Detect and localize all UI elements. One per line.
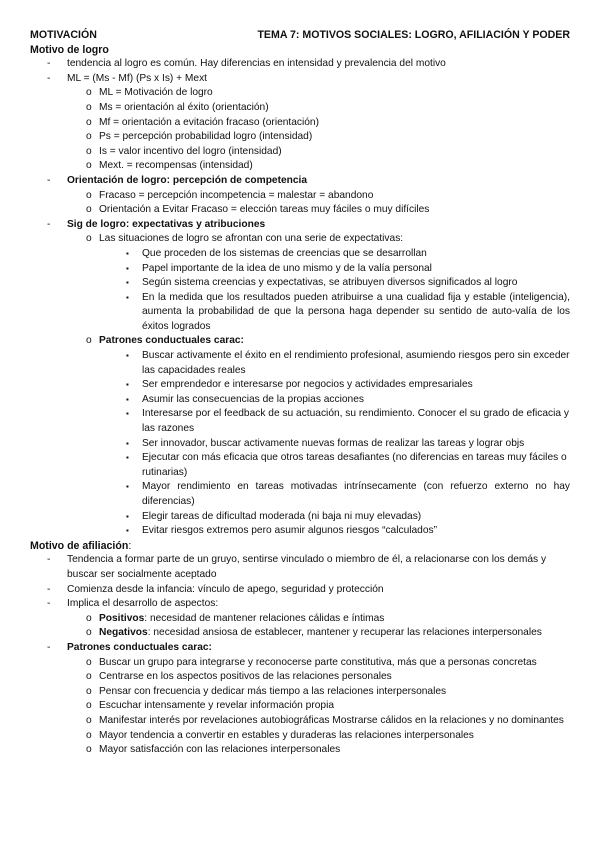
list-item xyxy=(30,510,570,525)
list-item xyxy=(30,685,570,700)
circle-bullet: o xyxy=(86,189,92,201)
list-text: Las situaciones de logro se afrontan con una serie de expectativas: xyxy=(99,233,404,245)
dash-bullet: - xyxy=(47,174,51,186)
header-subject: MOTIVACIÓN xyxy=(30,29,97,41)
list-item xyxy=(30,232,570,247)
list-text: En la medida que los resultados pueden atribuirse a una cualidad fija y estable (inteligencia), aumenta la probabilidad de que la persona haga depender su sentido de auto-valía de los éxitos logrados xyxy=(142,291,570,332)
list-item xyxy=(30,247,570,262)
list-item xyxy=(30,626,570,641)
list-item xyxy=(30,524,570,539)
list-item xyxy=(30,159,570,174)
dash-bullet: - xyxy=(47,554,51,566)
list-text: Orientación a Evitar Fracaso = elección tareas muy fáciles o muy difíciles xyxy=(99,204,430,216)
square-bullet: ▪ xyxy=(126,394,129,404)
square-bullet: ▪ xyxy=(126,526,129,536)
list-text: Escuchar intensamente y revelar información propia xyxy=(99,700,334,712)
list-text: Que proceden de los sistemas de creencias que se desarrollan xyxy=(142,247,427,259)
circle-bullet: o xyxy=(86,744,92,756)
square-bullet: ▪ xyxy=(126,263,129,273)
list-text: Según sistema creencias y expectativas, se atribuyen diversos significados al logro xyxy=(142,277,518,289)
list-text: Ps = percepción probabilidad logro (intensidad) xyxy=(99,131,313,143)
list-text: Mext. = recompensas (intensidad) xyxy=(99,160,253,172)
list-item xyxy=(30,262,570,277)
list-text: Mf = orientación a evitación fracaso (orientación) xyxy=(99,116,319,128)
section-logro-title: Motivo de logro xyxy=(30,43,109,56)
circle-bullet: o xyxy=(86,116,92,128)
section-afiliacion-title xyxy=(30,539,570,554)
dash-bullet: - xyxy=(47,58,51,70)
circle-bullet: o xyxy=(86,101,92,113)
dash-bullet: - xyxy=(47,641,51,653)
list-text: Evitar riesgos extremos pero asumir algunos riesgos “calculados” xyxy=(142,525,437,537)
list-text: Buscar un grupo para integrarse y reconocerse parte constitutiva, más que a personas concretas xyxy=(99,656,537,668)
list-text: Ejecutar con más eficacia que otros tareas desafiantes (no diferencias en tareas muy fáciles o rutinarias) xyxy=(142,452,567,478)
list-item xyxy=(30,57,570,72)
list-item xyxy=(30,729,570,744)
list-item xyxy=(30,407,570,436)
list-item xyxy=(30,349,570,378)
list-item xyxy=(30,378,570,393)
list-item xyxy=(30,597,570,612)
square-bullet: ▪ xyxy=(126,248,129,258)
square-bullet: ▪ xyxy=(126,438,129,448)
circle-bullet: o xyxy=(86,87,92,99)
list-text: Mayor rendimiento en tareas motivadas intrínsecamente (con refuerzo externo no hay diferencias) xyxy=(142,481,570,507)
list-item xyxy=(30,218,570,233)
list-text: Ms = orientación al éxito (orientación) xyxy=(99,101,269,113)
list-text: Interesarse por el feedback de su actuación, su rendimiento. Conocer el su grado de eficacia y las razones xyxy=(142,408,569,435)
list-text: Ser innovador, buscar activamente nuevas formas de realizar las tareas y lograr objs xyxy=(142,437,525,449)
list-item xyxy=(30,130,570,145)
dash-bullet: - xyxy=(47,583,51,595)
square-bullet: ▪ xyxy=(126,453,129,463)
list-item xyxy=(30,101,570,116)
list-item xyxy=(30,670,570,685)
list-text: Implica el desarrollo de aspectos: xyxy=(67,598,219,610)
square-bullet: ▪ xyxy=(126,351,129,361)
list-text: tendencia al logro es común. Hay diferencias en intensidad y prevalencia del motivo xyxy=(67,58,446,70)
subheading: Patrones conductuales carac: xyxy=(67,641,212,653)
formula-text: ML = (Ms - Mf) (Ps x Is) + Mext xyxy=(67,72,207,84)
dash-bullet: - xyxy=(47,218,51,230)
list-item xyxy=(30,612,570,627)
list-item xyxy=(30,743,570,758)
list-text: Asumir las consecuencias de la propias acciones xyxy=(142,393,364,405)
list-text: Elegir tareas de dificultad moderada (ni baja ni muy elevadas) xyxy=(142,510,422,522)
circle-bullet: o xyxy=(86,233,92,245)
list-item xyxy=(30,116,570,131)
circle-bullet: o xyxy=(86,714,92,726)
list-text: Fracaso = percepción incompetencia = malestar = abandono xyxy=(99,189,374,201)
circle-bullet: o xyxy=(86,671,92,683)
circle-bullet: o xyxy=(86,627,92,639)
page-header xyxy=(30,28,570,43)
circle-bullet: o xyxy=(86,700,92,712)
list-text: : necesidad ansiosa de establecer, mantener y recuperar las relaciones interpersonales xyxy=(147,627,542,639)
list-text: Mayor satisfacción con las relaciones interpersonales xyxy=(99,744,341,756)
list-text: Buscar activamente el éxito en el rendimiento profesional, asumiendo riesgos pero sin exceder las capacidades reales xyxy=(142,350,570,376)
aspect-label: Negativos xyxy=(99,627,148,639)
square-bullet: ▪ xyxy=(126,278,129,288)
list-item xyxy=(30,393,570,408)
square-bullet: ▪ xyxy=(126,511,129,521)
circle-bullet: o xyxy=(86,160,92,172)
circle-bullet: o xyxy=(86,729,92,741)
list-text: : necesidad de mantener relaciones cálidas e íntimas xyxy=(144,612,385,624)
square-bullet: ▪ xyxy=(126,409,129,419)
list-item xyxy=(30,480,570,509)
circle-bullet: o xyxy=(86,131,92,143)
list-text: Is = valor incentivo del logro (intensidad) xyxy=(99,145,282,157)
section-title-text: Motivo de afiliación xyxy=(30,539,129,552)
section-title-suffix: : xyxy=(128,539,132,552)
list-text: Ser emprendedor e interesarse por negocios y actividades empresariales xyxy=(142,379,473,391)
list-text: Pensar con frecuencia y dedicar más tiempo a las relaciones interpersonales xyxy=(99,685,447,697)
list-item xyxy=(30,583,570,598)
subheading: Orientación de logro: percepción de competencia xyxy=(67,174,308,186)
circle-bullet: o xyxy=(86,145,92,157)
circle-bullet: o xyxy=(86,335,92,347)
square-bullet: ▪ xyxy=(126,292,129,302)
list-item xyxy=(30,553,570,582)
list-item xyxy=(30,72,570,87)
header-topic: TEMA 7: MOTIVOS SOCIALES: LOGRO, AFILIACIÓN Y PODER xyxy=(257,29,570,41)
list-item xyxy=(30,451,570,480)
dash-bullet: - xyxy=(47,72,51,84)
list-item xyxy=(30,203,570,218)
circle-bullet: o xyxy=(86,204,92,216)
list-item xyxy=(30,656,570,671)
list-item xyxy=(30,714,570,729)
circle-bullet: o xyxy=(86,612,92,624)
list-item xyxy=(30,86,570,101)
list-item xyxy=(30,291,570,335)
list-item xyxy=(30,641,570,656)
list-item xyxy=(30,334,570,349)
list-item xyxy=(30,189,570,204)
aspect-label: Positivos xyxy=(99,612,145,624)
list-text: Manifestar interés por revelaciones autobiográficas Mostrarse cálidos en la relaciones y no dominantes xyxy=(99,714,564,726)
dash-bullet: - xyxy=(47,598,51,610)
list-text: ML = Motivación de logro xyxy=(99,87,213,99)
circle-bullet: o xyxy=(86,656,92,668)
square-bullet: ▪ xyxy=(126,380,129,390)
list-item xyxy=(30,437,570,452)
list-item xyxy=(30,276,570,291)
circle-bullet: o xyxy=(86,685,92,697)
subheading: Patrones conductuales carac: xyxy=(99,335,244,347)
square-bullet: ▪ xyxy=(126,482,129,492)
list-item xyxy=(30,145,570,160)
list-text: Centrarse en los aspectos positivos de las relaciones personales xyxy=(99,671,392,683)
subheading: Sig de logro: expectativas y atribuciones xyxy=(67,218,266,230)
list-text: Mayor tendencia a convertir en estables y duraderas las relaciones interpersonales xyxy=(99,729,474,741)
list-item xyxy=(30,699,570,714)
list-text: Papel importante de la idea de uno mismo y de la valía personal xyxy=(142,262,432,274)
list-text: Comienza desde la infancia: vínculo de apego, seguridad y protección xyxy=(67,583,384,595)
list-item xyxy=(30,174,570,189)
list-text: Tendencia a formar parte de un gruyo, sentirse vinculado o miembro de él, a relacionarse con los demás y buscar ser socialmente aceptado xyxy=(67,554,547,580)
